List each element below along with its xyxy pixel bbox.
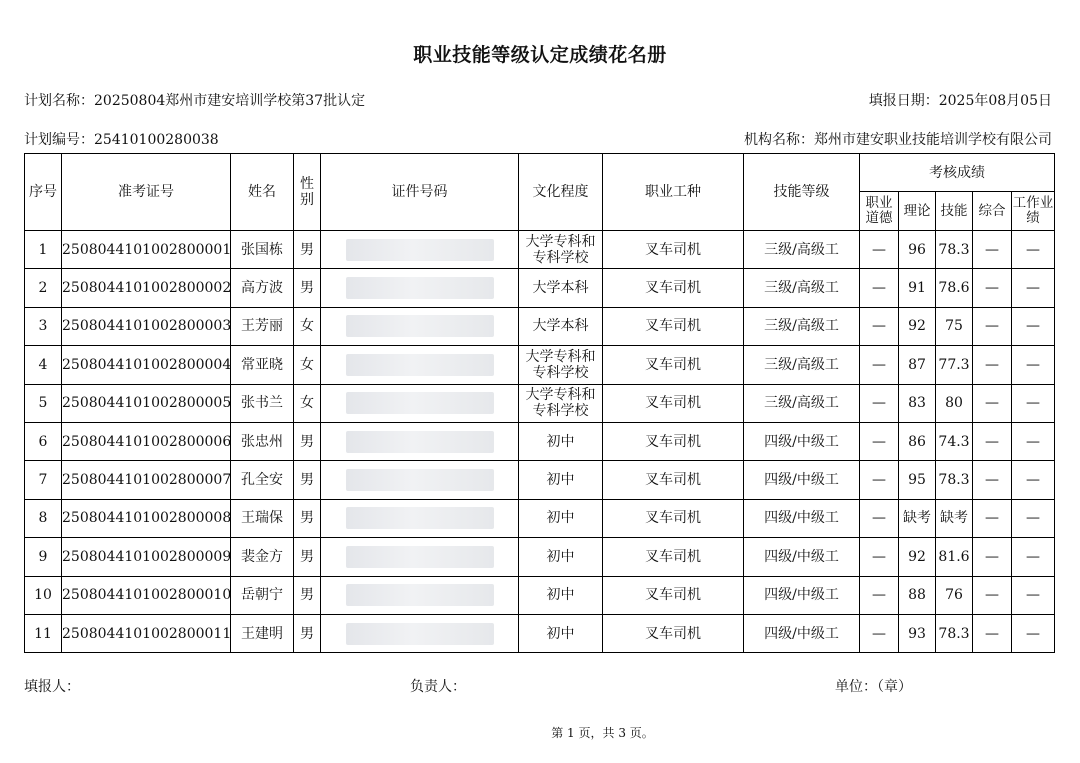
cell-level: 四级/中级工 bbox=[744, 461, 860, 499]
cell-education: 初中 bbox=[519, 614, 603, 652]
cell-id-no bbox=[321, 346, 519, 384]
header-overall: 综合 bbox=[973, 192, 1012, 231]
cell-name: 常亚晓 bbox=[231, 346, 294, 384]
cell-exam-no: 2508044101002800007 bbox=[62, 461, 231, 499]
cell-theory: 95 bbox=[899, 461, 936, 499]
cell-gender: 女 bbox=[294, 346, 321, 384]
cell-education: 大学专科和专科学校 bbox=[519, 346, 603, 384]
cell-theory: 92 bbox=[899, 307, 936, 345]
table-row bbox=[25, 231, 1055, 269]
cell-theory: 87 bbox=[899, 346, 936, 384]
cell-education: 大学本科 bbox=[519, 269, 603, 307]
cell-ethics: — bbox=[860, 307, 899, 345]
redacted-id bbox=[346, 239, 494, 261]
cell-occupation: 叉车司机 bbox=[603, 346, 744, 384]
redacted-id bbox=[346, 623, 494, 645]
cell-theory: 96 bbox=[899, 231, 936, 269]
cell-seq: 3 bbox=[25, 307, 62, 345]
cell-level: 三级/高级工 bbox=[744, 346, 860, 384]
cell-education: 初中 bbox=[519, 538, 603, 576]
cell-gender: 男 bbox=[294, 422, 321, 460]
owner-label: 负责人： bbox=[410, 679, 466, 695]
cell-gender: 男 bbox=[294, 499, 321, 537]
cell-id-no bbox=[321, 269, 519, 307]
redacted-id bbox=[346, 546, 494, 568]
cell-occupation: 叉车司机 bbox=[603, 576, 744, 614]
cell-skill: 78.3 bbox=[936, 231, 973, 269]
cell-ethics: — bbox=[860, 614, 899, 652]
redacted-id bbox=[346, 392, 494, 414]
cell-seq: 10 bbox=[25, 576, 62, 614]
cell-occupation: 叉车司机 bbox=[603, 614, 744, 652]
cell-skill: 75 bbox=[936, 307, 973, 345]
cell-occupation: 叉车司机 bbox=[603, 461, 744, 499]
cell-education: 大学专科和专科学校 bbox=[519, 384, 603, 422]
cell-exam-no: 2508044101002800005 bbox=[62, 384, 231, 422]
header-work: 工作业绩 bbox=[1012, 192, 1055, 231]
cell-theory: 92 bbox=[899, 538, 936, 576]
cell-id-no bbox=[321, 499, 519, 537]
cell-gender: 男 bbox=[294, 538, 321, 576]
cell-skill: 78.3 bbox=[936, 461, 973, 499]
unit-seal-label: 单位：（章） bbox=[835, 679, 912, 695]
table-row bbox=[25, 576, 1055, 614]
cell-id-no bbox=[321, 422, 519, 460]
cell-gender: 男 bbox=[294, 231, 321, 269]
cell-work: — bbox=[1012, 307, 1055, 345]
cell-occupation: 叉车司机 bbox=[603, 384, 744, 422]
cell-level: 三级/高级工 bbox=[744, 384, 860, 422]
cell-gender: 女 bbox=[294, 307, 321, 345]
cell-skill: 80 bbox=[936, 384, 973, 422]
plan-code: 计划编号：25410100280038 bbox=[24, 132, 219, 148]
cell-id-no bbox=[321, 231, 519, 269]
cell-skill: 78.6 bbox=[936, 269, 973, 307]
cell-overall: — bbox=[973, 461, 1012, 499]
cell-exam-no: 2508044101002800006 bbox=[62, 422, 231, 460]
cell-education: 初中 bbox=[519, 499, 603, 537]
cell-name: 王建明 bbox=[231, 614, 294, 652]
cell-occupation: 叉车司机 bbox=[603, 422, 744, 460]
cell-overall: — bbox=[973, 307, 1012, 345]
cell-overall: — bbox=[973, 614, 1012, 652]
cell-skill: 76 bbox=[936, 576, 973, 614]
cell-work: — bbox=[1012, 576, 1055, 614]
cell-work: — bbox=[1012, 422, 1055, 460]
cell-theory: 88 bbox=[899, 576, 936, 614]
page-title: 职业技能等级认定成绩花名册 bbox=[413, 44, 667, 66]
cell-seq: 5 bbox=[25, 384, 62, 422]
redacted-id bbox=[346, 507, 494, 529]
cell-skill: 77.3 bbox=[936, 346, 973, 384]
cell-exam-no: 2508044101002800001 bbox=[62, 231, 231, 269]
cell-ethics: — bbox=[860, 461, 899, 499]
cell-overall: — bbox=[973, 538, 1012, 576]
cell-occupation: 叉车司机 bbox=[603, 231, 744, 269]
cell-gender: 男 bbox=[294, 461, 321, 499]
cell-theory: 83 bbox=[899, 384, 936, 422]
cell-ethics: — bbox=[860, 269, 899, 307]
cell-gender: 男 bbox=[294, 614, 321, 652]
redacted-id bbox=[346, 469, 494, 491]
cell-name: 王瑞保 bbox=[231, 499, 294, 537]
cell-name: 张国栋 bbox=[231, 231, 294, 269]
cell-exam-no: 2508044101002800009 bbox=[62, 538, 231, 576]
cell-education: 大学专科和专科学校 bbox=[519, 231, 603, 269]
table-row bbox=[25, 269, 1055, 307]
cell-occupation: 叉车司机 bbox=[603, 307, 744, 345]
score-roster-table bbox=[24, 153, 1055, 653]
cell-occupation: 叉车司机 bbox=[603, 538, 744, 576]
cell-overall: — bbox=[973, 499, 1012, 537]
cell-ethics: — bbox=[860, 231, 899, 269]
cell-gender: 女 bbox=[294, 384, 321, 422]
cell-level: 四级/中级工 bbox=[744, 576, 860, 614]
cell-education: 大学本科 bbox=[519, 307, 603, 345]
cell-theory: 93 bbox=[899, 614, 936, 652]
header-occupation: 职业工种 bbox=[603, 154, 744, 231]
cell-gender: 男 bbox=[294, 269, 321, 307]
cell-work: — bbox=[1012, 346, 1055, 384]
cell-seq: 11 bbox=[25, 614, 62, 652]
cell-level: 三级/高级工 bbox=[744, 307, 860, 345]
cell-skill: 缺考 bbox=[936, 499, 973, 537]
cell-ethics: — bbox=[860, 499, 899, 537]
cell-education: 初中 bbox=[519, 422, 603, 460]
cell-overall: — bbox=[973, 346, 1012, 384]
cell-level: 四级/中级工 bbox=[744, 422, 860, 460]
plan-name: 计划名称：20250804郑州市建安培训学校第37批认定 bbox=[24, 93, 366, 109]
header-skill: 技能 bbox=[936, 192, 973, 231]
cell-id-no bbox=[321, 576, 519, 614]
cell-level: 三级/高级工 bbox=[744, 231, 860, 269]
header-education: 文化程度 bbox=[519, 154, 603, 231]
cell-level: 四级/中级工 bbox=[744, 614, 860, 652]
cell-id-no bbox=[321, 538, 519, 576]
cell-theory: 缺考 bbox=[899, 499, 936, 537]
cell-name: 张忠州 bbox=[231, 422, 294, 460]
table-row bbox=[25, 422, 1055, 460]
cell-overall: — bbox=[973, 231, 1012, 269]
cell-level: 四级/中级工 bbox=[744, 538, 860, 576]
header-skill-level: 技能等级 bbox=[744, 154, 860, 231]
table-row bbox=[25, 538, 1055, 576]
cell-name: 裴金方 bbox=[231, 538, 294, 576]
cell-work: — bbox=[1012, 538, 1055, 576]
cell-theory: 91 bbox=[899, 269, 936, 307]
cell-overall: — bbox=[973, 576, 1012, 614]
table-row bbox=[25, 346, 1055, 384]
cell-work: — bbox=[1012, 384, 1055, 422]
cell-exam-no: 2508044101002800008 bbox=[62, 499, 231, 537]
cell-ethics: — bbox=[860, 384, 899, 422]
table-row bbox=[25, 384, 1055, 422]
header-gender: 性别 bbox=[294, 154, 321, 231]
table-row bbox=[25, 461, 1055, 499]
cell-seq: 1 bbox=[25, 231, 62, 269]
table-row bbox=[25, 499, 1055, 537]
header-ethics: 职业道德 bbox=[860, 192, 899, 231]
cell-ethics: — bbox=[860, 346, 899, 384]
cell-work: — bbox=[1012, 499, 1055, 537]
redacted-id bbox=[346, 277, 494, 299]
org-name: 机构名称：郑州市建安职业技能培训学校有限公司 bbox=[744, 132, 1052, 148]
cell-level: 三级/高级工 bbox=[744, 269, 860, 307]
cell-seq: 9 bbox=[25, 538, 62, 576]
cell-seq: 6 bbox=[25, 422, 62, 460]
cell-seq: 7 bbox=[25, 461, 62, 499]
redacted-id bbox=[346, 315, 494, 337]
cell-name: 岳朝宁 bbox=[231, 576, 294, 614]
cell-id-no bbox=[321, 384, 519, 422]
cell-skill: 78.3 bbox=[936, 614, 973, 652]
cell-overall: — bbox=[973, 422, 1012, 460]
cell-exam-no: 2508044101002800004 bbox=[62, 346, 231, 384]
cell-work: — bbox=[1012, 461, 1055, 499]
cell-education: 初中 bbox=[519, 576, 603, 614]
cell-ethics: — bbox=[860, 422, 899, 460]
redacted-id bbox=[346, 354, 494, 376]
redacted-id bbox=[346, 431, 494, 453]
cell-gender: 男 bbox=[294, 576, 321, 614]
cell-seq: 4 bbox=[25, 346, 62, 384]
cell-education: 初中 bbox=[519, 461, 603, 499]
cell-exam-no: 2508044101002800010 bbox=[62, 576, 231, 614]
page-indicator: 第 1 页，共 3 页。 bbox=[551, 726, 654, 740]
cell-work: — bbox=[1012, 269, 1055, 307]
cell-name: 高方波 bbox=[231, 269, 294, 307]
cell-overall: — bbox=[973, 384, 1012, 422]
filler-label: 填报人： bbox=[24, 679, 80, 695]
cell-exam-no: 2508044101002800003 bbox=[62, 307, 231, 345]
cell-seq: 8 bbox=[25, 499, 62, 537]
header-id-no: 证件号码 bbox=[321, 154, 519, 231]
fill-date: 填报日期：2025年08月05日 bbox=[868, 93, 1052, 109]
redacted-id bbox=[346, 584, 494, 606]
cell-theory: 86 bbox=[899, 422, 936, 460]
cell-skill: 81.6 bbox=[936, 538, 973, 576]
header-scores: 考核成绩 bbox=[860, 154, 1055, 192]
table-row bbox=[25, 614, 1055, 652]
header-exam-no: 准考证号 bbox=[62, 154, 231, 231]
cell-id-no bbox=[321, 461, 519, 499]
header-theory: 理论 bbox=[899, 192, 936, 231]
cell-name: 王芳丽 bbox=[231, 307, 294, 345]
cell-overall: — bbox=[973, 269, 1012, 307]
cell-work: — bbox=[1012, 614, 1055, 652]
header-name: 姓名 bbox=[231, 154, 294, 231]
cell-name: 孔全安 bbox=[231, 461, 294, 499]
cell-work: — bbox=[1012, 231, 1055, 269]
cell-name: 张书兰 bbox=[231, 384, 294, 422]
cell-ethics: — bbox=[860, 576, 899, 614]
cell-ethics: — bbox=[860, 538, 899, 576]
cell-level: 四级/中级工 bbox=[744, 499, 860, 537]
cell-exam-no: 2508044101002800011 bbox=[62, 614, 231, 652]
cell-occupation: 叉车司机 bbox=[603, 499, 744, 537]
cell-id-no bbox=[321, 614, 519, 652]
header-seq: 序号 bbox=[25, 154, 62, 231]
cell-skill: 74.3 bbox=[936, 422, 973, 460]
cell-occupation: 叉车司机 bbox=[603, 269, 744, 307]
cell-seq: 2 bbox=[25, 269, 62, 307]
cell-id-no bbox=[321, 307, 519, 345]
cell-exam-no: 2508044101002800002 bbox=[62, 269, 231, 307]
table-row bbox=[25, 307, 1055, 345]
